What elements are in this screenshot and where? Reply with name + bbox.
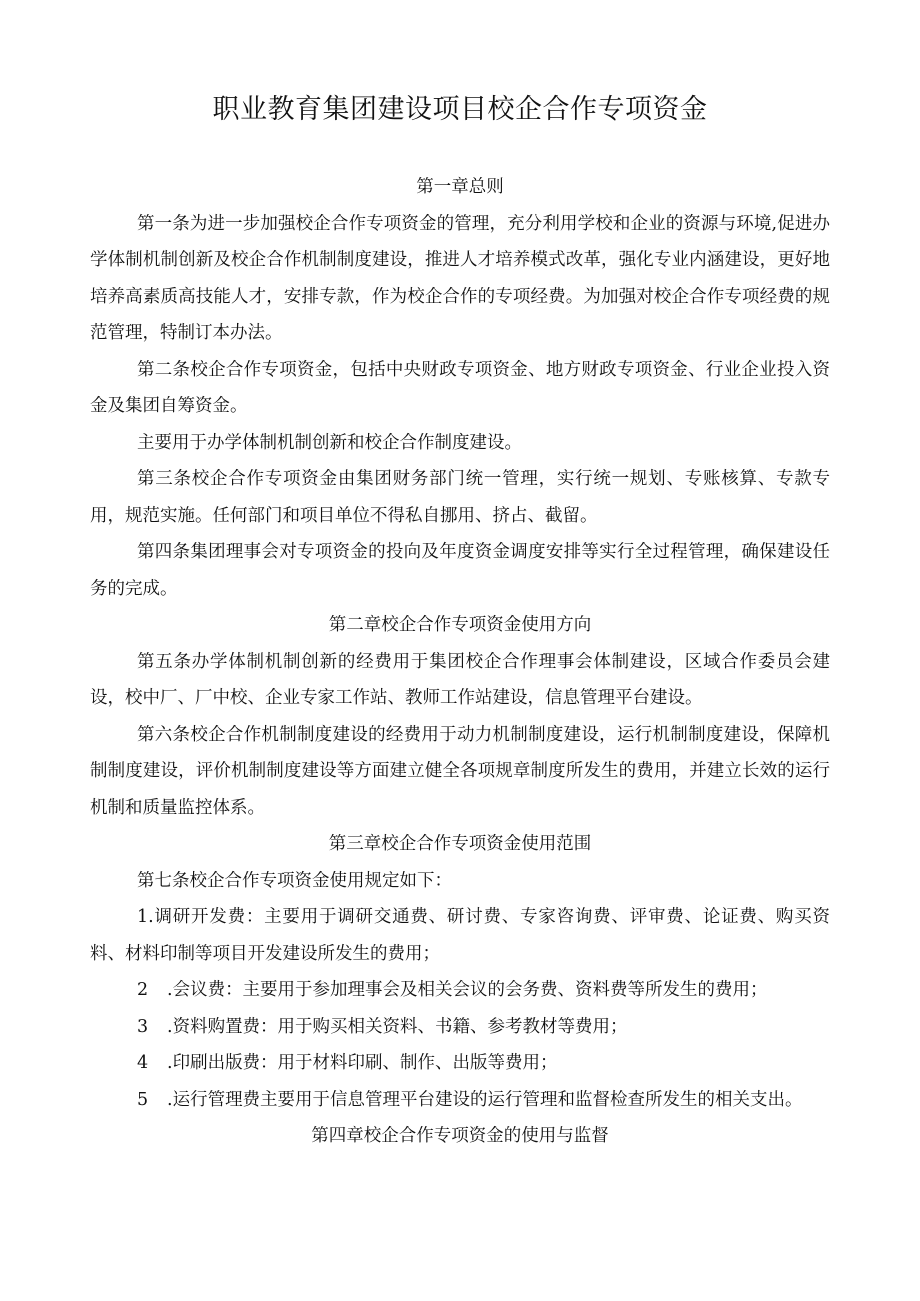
article-paragraph: 第三条校企合作专项资金由集团财务部门统一管理，实行统一规划、专账核算、专款专用，规范实施。任何部门和项目单位不得私自挪用、挤占、截留。	[90, 469, 830, 526]
article-paragraph: 第五条办学体制机制创新的经费用于集团校企合作理事会体制建设，区域合作委员会建设，校中厂、厂中校、企业专家工作站、教师工作站建设，信息管理平台建设。	[90, 651, 830, 708]
article-paragraph: 主要用于办学体制机制创新和校企合作制度建设。	[137, 432, 522, 453]
list-item	[90, 972, 830, 1009]
chapter-heading: 第一章总则	[416, 177, 504, 197]
list-item	[90, 1082, 830, 1119]
document-body	[90, 169, 830, 1155]
article-paragraph: 第四条集团理事会对专项资金的投向及年度资金调度安排等实行全过程管理，确保建设任务的完成。	[90, 542, 830, 599]
list-item-text: .运行管理费主要用于信息管理平台建设的运行管理和监督检查所发生的相关支出。	[167, 1089, 803, 1110]
list-item-text: .资料购置费：用于购买相关资料、书籍、参考教材等费用；	[167, 1016, 628, 1037]
article-paragraph: 第一条为进一步加强校企合作专项资金的管理，充分利用学校和企业的资源与环境,促进办学体制机制创新及校企合作机制制度建设，推进人才培养模式改革，强化专业内涵建设，更好地培养高素质高技能人才，安排专款，作为校企合作的专项经费。为加强对校企合作专项经费的规范管理，特制订本办法。	[90, 213, 830, 343]
article-paragraph: 第六条校企合作机制制度建设的经费用于动力机制制度建设，运行机制制度建设，保障机制制度建设，评价机制制度建设等方面建立健全各项规章制度所发生的费用，并建立长效的运行机制和质量监控体系。	[90, 724, 830, 818]
article-paragraph: 1.调研开发费：主要用于调研交通费、研讨费、专家咨询费、评审费、论证费、购买资料、材料印制等项目开发建设所发生的费用；	[90, 907, 830, 964]
list-item-number: 5	[137, 1089, 149, 1110]
chapter-heading: 第四章校企合作专项资金的使用与监督	[311, 1126, 609, 1146]
list-item	[90, 1045, 830, 1082]
list-item-text: .会议费：主要用于参加理事会及相关会议的会务费、资料费等所发生的费用；	[167, 980, 768, 1000]
list-item	[90, 1009, 830, 1046]
document-title: 职业教育集团建设项目校企合作专项资金	[212, 94, 708, 125]
article-paragraph: 第七条校企合作专项资金使用规定如下：	[137, 870, 452, 891]
chapter-heading: 第二章校企合作专项资金使用方向	[328, 615, 592, 635]
list-item-number: 3	[137, 1016, 149, 1037]
list-item-number: 2	[137, 980, 149, 1000]
list-item-text: .印刷出版费：用于材料印刷、制作、出版等费用；	[167, 1053, 558, 1073]
article-paragraph: 第二条校企合作专项资金，包括中央财政专项资金、地方财政专项资金、行业企业投入资金及集团自筹资金。	[90, 359, 830, 416]
list-item-number: 4	[137, 1053, 149, 1073]
chapter-heading: 第三章校企合作专项资金使用范围	[328, 834, 592, 854]
